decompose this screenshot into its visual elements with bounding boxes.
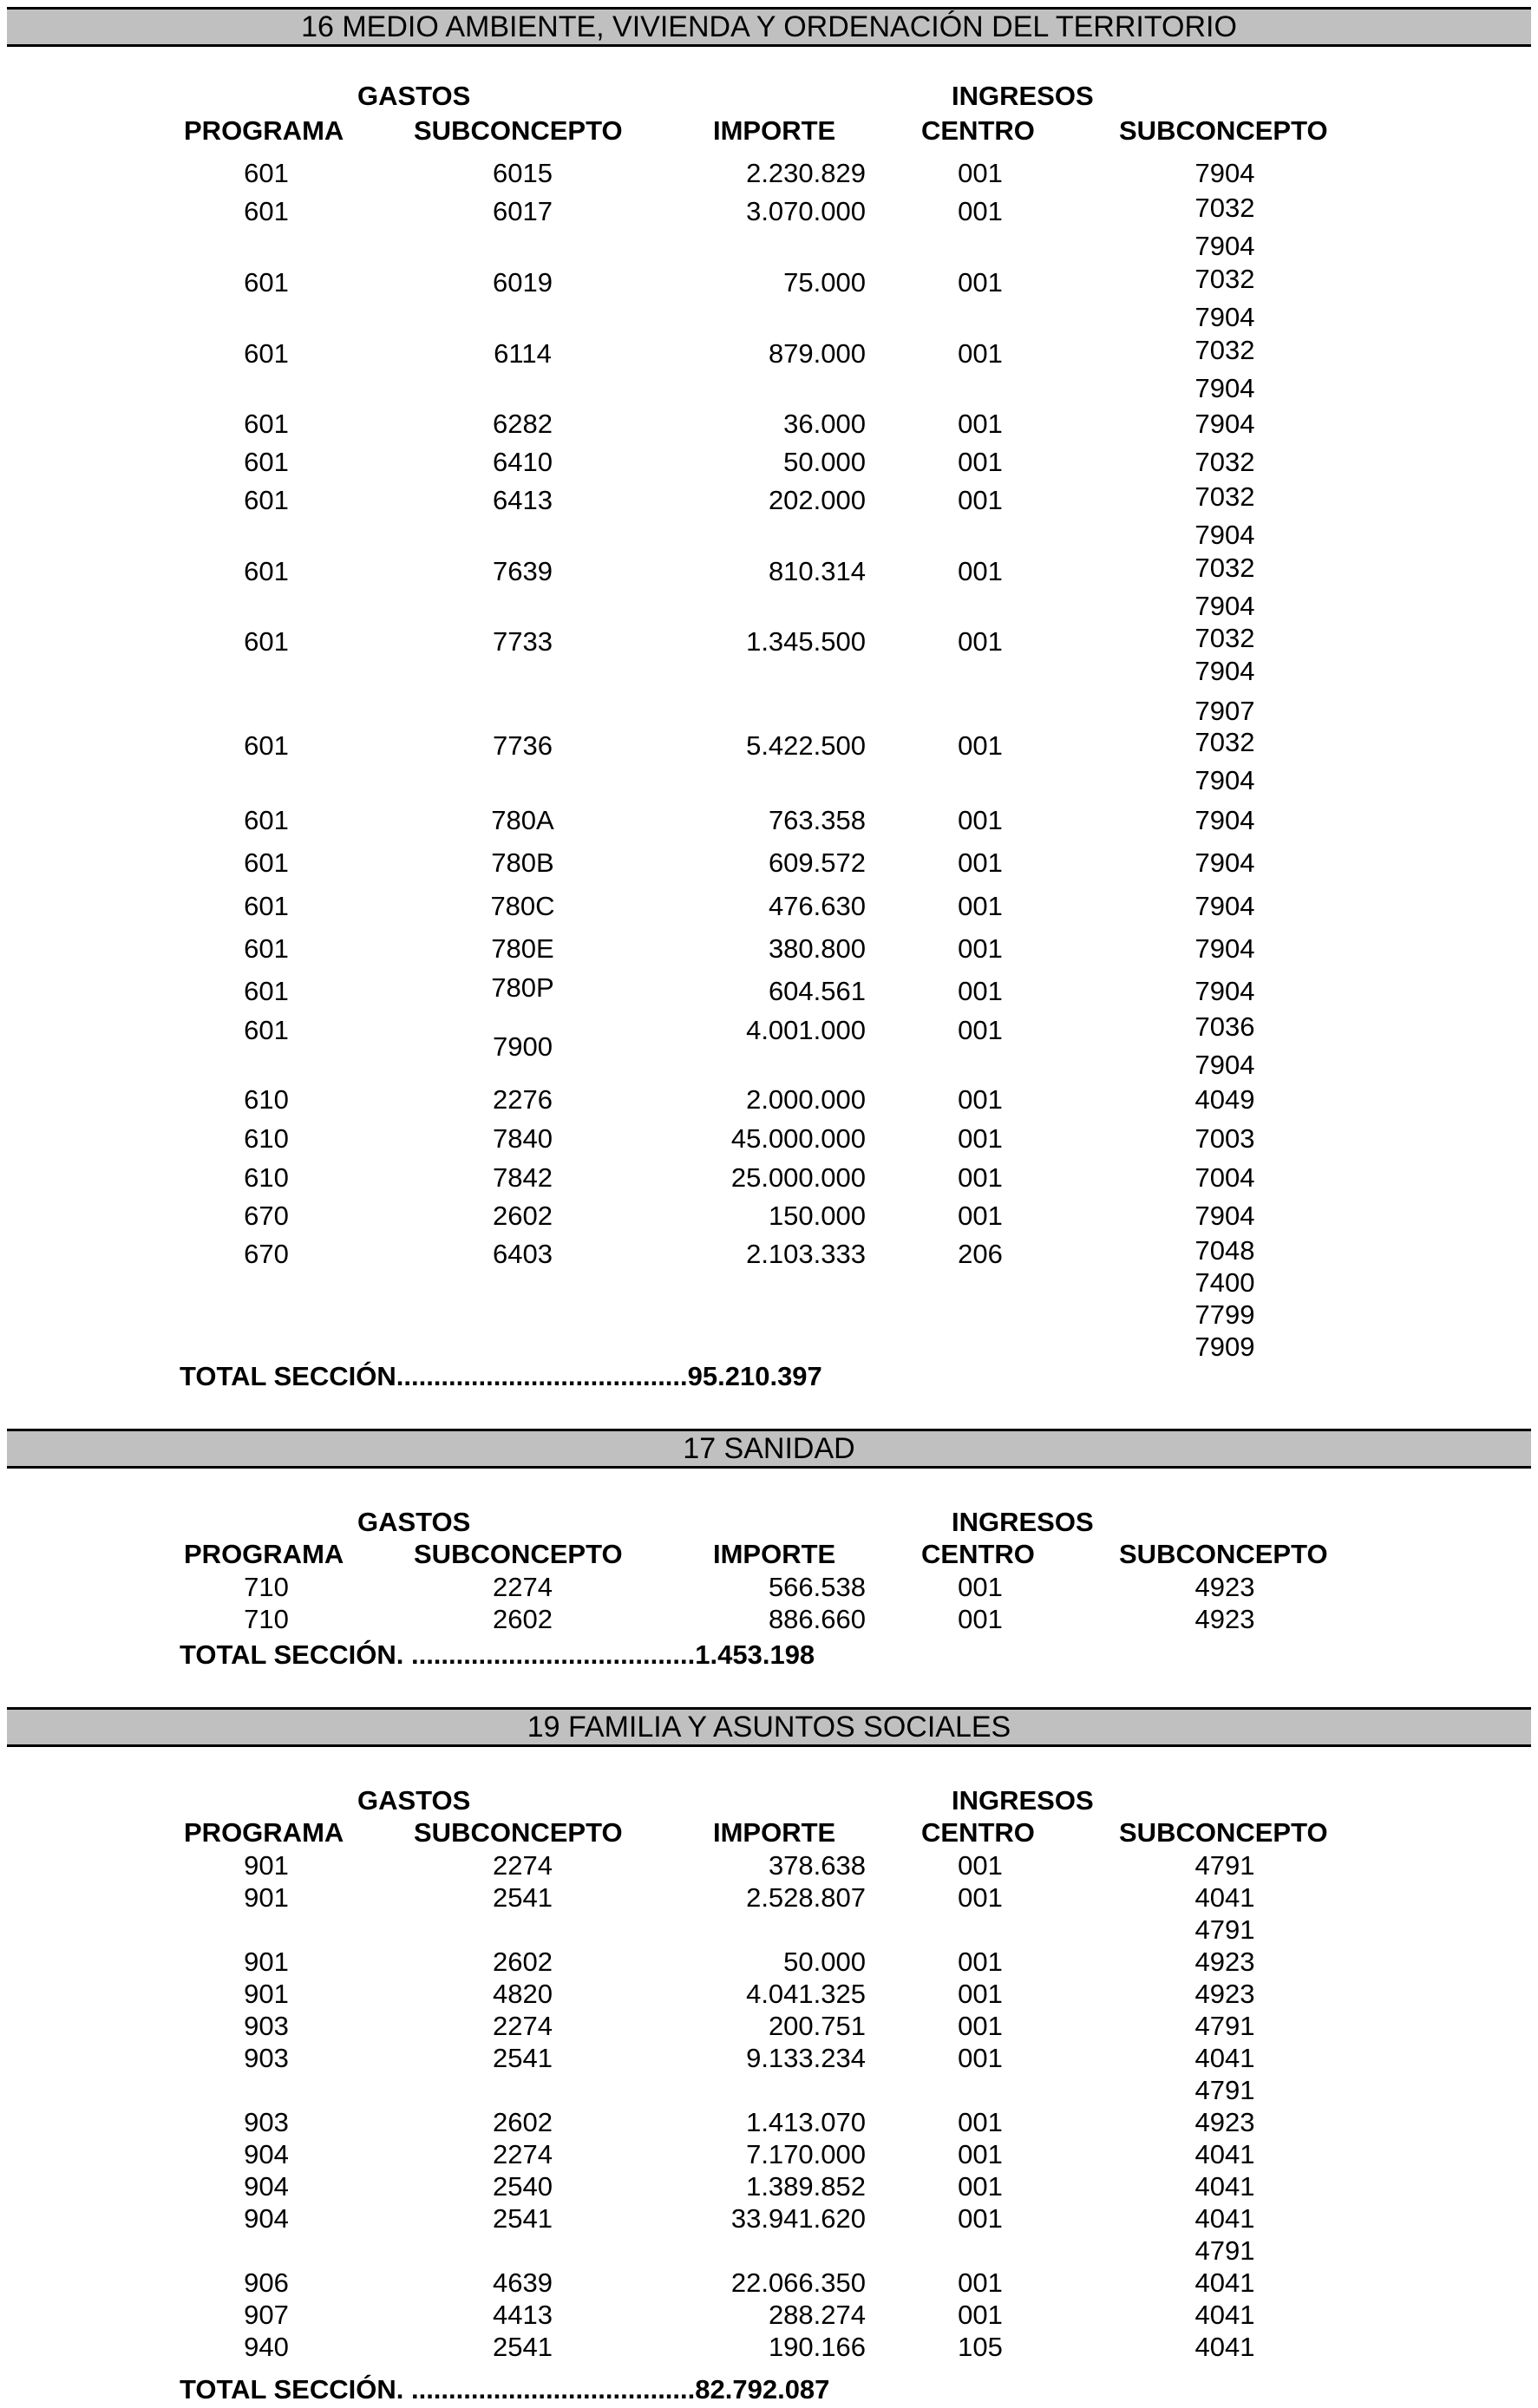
subconcepto-cell: 780C: [490, 891, 555, 921]
importe-cell: 22.066.350: [730, 2267, 866, 2298]
ingresos-subconcepto-cell: 4041: [1194, 2043, 1255, 2073]
centro-cell: 001: [958, 1162, 1003, 1193]
centro-cell: 001: [958, 1979, 1003, 2009]
importe-cell: 476.630: [768, 891, 866, 921]
importe-cell: 190.166: [768, 2332, 866, 2362]
ingresos-subconcepto-cell: 4041: [1194, 2267, 1255, 2298]
gastos-header: GASTOS: [357, 81, 471, 111]
programa-header: PROGRAMA: [184, 1817, 344, 1848]
ingresos-subconcepto-cell: 7904: [1194, 976, 1255, 1006]
subconcepto-cell: 780B: [491, 847, 554, 878]
ingresos-subconcepto-cell: 7032: [1194, 481, 1255, 512]
importe-cell: 202.000: [768, 485, 866, 515]
ingresos-header: INGRESOS: [952, 1507, 1094, 1537]
importe-cell: 1.413.070: [746, 2107, 866, 2137]
ingresos-header: INGRESOS: [952, 1785, 1094, 1816]
centro-cell: 001: [958, 1201, 1003, 1231]
total-value: 1.453.198: [695, 1639, 815, 1670]
total-label: TOTAL SECCIÓN. ......................................: [180, 2374, 696, 2405]
ingresos-subconcepto-cell: 7032: [1194, 623, 1255, 653]
subconcepto-cell: 2541: [493, 2203, 553, 2234]
ingresos-subconcepto-cell: 4041: [1194, 2139, 1255, 2169]
ingresos-subconcepto-cell: 4923: [1194, 1604, 1255, 1634]
importe-cell: 25.000.000: [730, 1162, 866, 1193]
programa-cell: 710: [244, 1604, 289, 1634]
programa-cell: 904: [244, 2203, 289, 2234]
programa-cell: 901: [244, 1882, 289, 1913]
subconcepto-header: SUBCONCEPTO: [414, 115, 623, 146]
centro-header: CENTRO: [921, 1539, 1035, 1569]
programa-cell: 601: [244, 485, 289, 515]
centro-cell: 001: [958, 267, 1003, 298]
ingresos-subconcepto-cell: 4791: [1194, 2075, 1255, 2105]
programa-cell: 601: [244, 409, 289, 439]
importe-header: IMPORTE: [713, 1539, 836, 1569]
subconcepto-cell: 4820: [493, 1979, 553, 2009]
gastos-header: GASTOS: [357, 1507, 471, 1537]
centro-cell: 001: [958, 730, 1003, 761]
importe-cell: 566.538: [768, 1572, 866, 1602]
programa-cell: 610: [244, 1084, 289, 1115]
ingresos-subconcepto-cell: 7032: [1194, 335, 1255, 365]
importe-cell: 288.274: [768, 2300, 866, 2330]
ingresos-subconcepto-cell: 4041: [1194, 1882, 1255, 1913]
ingresos-subconcepto-cell: 7032: [1194, 553, 1255, 583]
importe-cell: 75.000: [783, 267, 866, 298]
centro-cell: 001: [958, 2139, 1003, 2169]
importe-cell: 50.000: [783, 1947, 866, 1977]
programa-cell: 601: [244, 976, 289, 1006]
importe-cell: 2.230.829: [746, 158, 866, 188]
ingresos-subconcepto-cell: 7904: [1194, 891, 1255, 921]
subconcepto-cell: 2602: [493, 1201, 553, 1231]
programa-cell: 601: [244, 847, 289, 878]
subconcepto-cell: 6403: [493, 1239, 553, 1269]
ingresos-subconcepto-cell: 4049: [1194, 1084, 1255, 1115]
subconcepto-header: SUBCONCEPTO: [414, 1539, 623, 1569]
importe-cell: 378.638: [768, 1850, 866, 1881]
subconcepto-cell: 7733: [493, 626, 553, 657]
subconcepto-cell: 7639: [493, 556, 553, 586]
subconcepto-ingresos-header: SUBCONCEPTO: [1119, 1539, 1328, 1569]
ingresos-subconcepto-cell: 7799: [1194, 1299, 1255, 1330]
section-title: 19 FAMILIA Y ASUNTOS SOCIALES: [527, 1711, 1011, 1744]
importe-cell: 1.389.852: [746, 2171, 866, 2202]
centro-header: CENTRO: [921, 115, 1035, 146]
ingresos-subconcepto-cell: 4041: [1194, 2203, 1255, 2234]
ingresos-subconcepto-cell: 4791: [1194, 2235, 1255, 2266]
centro-cell: 001: [958, 338, 1003, 369]
total-value: 82.792.087: [695, 2374, 830, 2405]
centro-cell: 001: [958, 626, 1003, 657]
centro-cell: 001: [958, 805, 1003, 835]
ingresos-subconcepto-cell: 7904: [1194, 765, 1255, 795]
subconcepto-cell: 6017: [493, 196, 553, 226]
subconcepto-cell: 6019: [493, 267, 553, 298]
ingresos-subconcepto-cell: 7904: [1194, 805, 1255, 835]
importe-cell: 200.751: [768, 2011, 866, 2041]
ingresos-header: INGRESOS: [952, 81, 1094, 111]
ingresos-subconcepto-cell: 7032: [1194, 447, 1255, 477]
subconcepto-cell: 780P: [491, 972, 554, 1003]
importe-cell: 2.000.000: [746, 1084, 866, 1115]
ingresos-subconcepto-cell: 7907: [1194, 696, 1255, 726]
subconcepto-cell: 4413: [493, 2300, 553, 2330]
subconcepto-ingresos-header: SUBCONCEPTO: [1119, 1817, 1328, 1848]
programa-cell: 903: [244, 2107, 289, 2137]
importe-cell: 380.800: [768, 933, 866, 964]
importe-cell: 45.000.000: [730, 1123, 866, 1154]
programa-cell: 901: [244, 1979, 289, 2009]
subconcepto-header: SUBCONCEPTO: [414, 1817, 623, 1848]
centro-cell: 001: [958, 2107, 1003, 2137]
centro-cell: 001: [958, 1947, 1003, 1977]
centro-header: CENTRO: [921, 1817, 1035, 1848]
programa-cell: 906: [244, 2267, 289, 2298]
ingresos-subconcepto-cell: 7032: [1194, 264, 1255, 294]
ingresos-subconcepto-cell: 7904: [1194, 231, 1255, 261]
subconcepto-cell: 2602: [493, 1947, 553, 1977]
subconcepto-cell: 6413: [493, 485, 553, 515]
programa-cell: 601: [244, 626, 289, 657]
ingresos-subconcepto-cell: 7032: [1194, 727, 1255, 757]
ingresos-subconcepto-cell: 7904: [1194, 158, 1255, 188]
subconcepto-cell: 2274: [493, 2139, 553, 2169]
ingresos-subconcepto-cell: 7904: [1194, 656, 1255, 686]
importe-cell: 50.000: [783, 447, 866, 477]
programa-cell: 901: [244, 1850, 289, 1881]
programa-cell: 601: [244, 556, 289, 586]
subconcepto-cell: 2274: [493, 2011, 553, 2041]
centro-cell: 001: [958, 2171, 1003, 2202]
centro-cell: 001: [958, 2043, 1003, 2073]
ingresos-subconcepto-cell: 4791: [1194, 1914, 1255, 1945]
centro-cell: 001: [958, 2011, 1003, 2041]
programa-cell: 670: [244, 1239, 289, 1269]
subconcepto-cell: 2602: [493, 1604, 553, 1634]
importe-cell: 2.528.807: [746, 1882, 866, 1913]
subconcepto-cell: 2540: [493, 2171, 553, 2202]
programa-cell: 601: [244, 158, 289, 188]
centro-cell: 001: [958, 196, 1003, 226]
section-title: 17 SANIDAD: [683, 1432, 855, 1465]
section-total: [180, 1639, 815, 1671]
importe-cell: 9.133.234: [746, 2043, 866, 2073]
importe-cell: 36.000: [783, 409, 866, 439]
importe-header: IMPORTE: [713, 1817, 836, 1848]
section-total: [180, 1361, 822, 1392]
programa-cell: 903: [244, 2043, 289, 2073]
programa-cell: 601: [244, 1015, 289, 1045]
ingresos-subconcepto-cell: 4041: [1194, 2332, 1255, 2362]
centro-cell: 001: [958, 447, 1003, 477]
centro-cell: 206: [958, 1239, 1003, 1269]
importe-cell: 879.000: [768, 338, 866, 369]
ingresos-subconcepto-cell: 7904: [1194, 1050, 1255, 1080]
ingresos-subconcepto-cell: 7400: [1194, 1267, 1255, 1298]
ingresos-subconcepto-cell: 7904: [1194, 409, 1255, 439]
importe-cell: 4.041.325: [746, 1979, 866, 2009]
programa-cell: 901: [244, 1947, 289, 1977]
subconcepto-cell: 7842: [493, 1162, 553, 1193]
total-value: 95.210.397: [687, 1361, 822, 1391]
centro-cell: 001: [958, 556, 1003, 586]
subconcepto-cell: 6282: [493, 409, 553, 439]
programa-cell: 940: [244, 2332, 289, 2362]
ingresos-subconcepto-cell: 4791: [1194, 2011, 1255, 2041]
programa-cell: 601: [244, 933, 289, 964]
ingresos-subconcepto-cell: 7904: [1194, 591, 1255, 621]
programa-cell: 904: [244, 2171, 289, 2202]
subconcepto-cell: 780E: [491, 933, 554, 964]
centro-cell: 001: [958, 847, 1003, 878]
programa-cell: 601: [244, 805, 289, 835]
subconcepto-cell: 7840: [493, 1123, 553, 1154]
importe-cell: 33.941.620: [730, 2203, 866, 2234]
ingresos-subconcepto-cell: 4923: [1194, 1947, 1255, 1977]
ingresos-subconcepto-cell: 7904: [1194, 520, 1255, 550]
importe-cell: 1.345.500: [746, 626, 866, 657]
section-title-bar: [7, 1429, 1531, 1469]
total-label: TOTAL SECCIÓN. ......................................: [180, 1639, 696, 1670]
gastos-header: GASTOS: [357, 1785, 471, 1816]
programa-cell: 601: [244, 338, 289, 369]
ingresos-subconcepto-cell: 7904: [1194, 933, 1255, 964]
centro-cell: 001: [958, 1850, 1003, 1881]
programa-cell: 601: [244, 196, 289, 226]
importe-cell: 604.561: [768, 976, 866, 1006]
programa-cell: 610: [244, 1123, 289, 1154]
importe-cell: 4.001.000: [746, 1015, 866, 1045]
centro-cell: 001: [958, 933, 1003, 964]
centro-cell: 001: [958, 485, 1003, 515]
subconcepto-cell: 4639: [493, 2267, 553, 2298]
centro-cell: 001: [958, 1882, 1003, 1913]
centro-cell: 001: [958, 409, 1003, 439]
programa-cell: 601: [244, 447, 289, 477]
centro-cell: 001: [958, 2267, 1003, 2298]
centro-cell: 001: [958, 2300, 1003, 2330]
programa-cell: 601: [244, 891, 289, 921]
importe-cell: 609.572: [768, 847, 866, 878]
section-total: [180, 2374, 829, 2405]
ingresos-subconcepto-cell: 7904: [1194, 302, 1255, 332]
centro-cell: 001: [958, 891, 1003, 921]
ingresos-subconcepto-cell: 7909: [1194, 1332, 1255, 1362]
importe-cell: 810.314: [768, 556, 866, 586]
subconcepto-cell: 2541: [493, 2043, 553, 2073]
centro-cell: 001: [958, 976, 1003, 1006]
importe-cell: 150.000: [768, 1201, 866, 1231]
ingresos-subconcepto-cell: 7904: [1194, 847, 1255, 878]
programa-cell: 670: [244, 1201, 289, 1231]
ingresos-subconcepto-cell: 7036: [1194, 1011, 1255, 1042]
subconcepto-cell: 2541: [493, 2332, 553, 2362]
subconcepto-cell: 2541: [493, 1882, 553, 1913]
importe-cell: 7.170.000: [746, 2139, 866, 2169]
ingresos-subconcepto-cell: 7004: [1194, 1162, 1255, 1193]
programa-cell: 710: [244, 1572, 289, 1602]
centro-cell: 001: [958, 158, 1003, 188]
ingresos-subconcepto-cell: 7048: [1194, 1235, 1255, 1266]
subconcepto-cell: 2274: [493, 1850, 553, 1881]
centro-cell: 001: [958, 1123, 1003, 1154]
subconcepto-cell: 2274: [493, 1572, 553, 1602]
section-title-bar: [7, 7, 1531, 47]
importe-cell: 886.660: [768, 1604, 866, 1634]
subconcepto-cell: 6410: [493, 447, 553, 477]
importe-cell: 5.422.500: [746, 730, 866, 761]
programa-cell: 907: [244, 2300, 289, 2330]
section-title-bar: [7, 1707, 1531, 1747]
section-title: 16 MEDIO AMBIENTE, VIVIENDA Y ORDENACIÓN DEL TERRITORIO: [301, 10, 1237, 43]
centro-cell: 001: [958, 1604, 1003, 1634]
subconcepto-cell: 7900: [493, 1031, 553, 1062]
subconcepto-cell: 6015: [493, 158, 553, 188]
programa-cell: 601: [244, 730, 289, 761]
importe-cell: 3.070.000: [746, 196, 866, 226]
centro-cell: 001: [958, 1015, 1003, 1045]
ingresos-subconcepto-cell: 7032: [1194, 193, 1255, 223]
programa-header: PROGRAMA: [184, 1539, 344, 1569]
subconcepto-ingresos-header: SUBCONCEPTO: [1119, 115, 1328, 146]
ingresos-subconcepto-cell: 4041: [1194, 2171, 1255, 2202]
subconcepto-cell: 2276: [493, 1084, 553, 1115]
importe-cell: 2.103.333: [746, 1239, 866, 1269]
subconcepto-cell: 6114: [494, 338, 552, 369]
ingresos-subconcepto-cell: 4923: [1194, 1572, 1255, 1602]
programa-cell: 904: [244, 2139, 289, 2169]
programa-header: PROGRAMA: [184, 115, 344, 146]
subconcepto-cell: 7736: [493, 730, 553, 761]
centro-cell: 001: [958, 1084, 1003, 1115]
centro-cell: 001: [958, 2203, 1003, 2234]
ingresos-subconcepto-cell: 4791: [1194, 1850, 1255, 1881]
ingresos-subconcepto-cell: 7003: [1194, 1123, 1255, 1154]
programa-cell: 601: [244, 267, 289, 298]
ingresos-subconcepto-cell: 4923: [1194, 1979, 1255, 2009]
programa-cell: 610: [244, 1162, 289, 1193]
importe-cell: 763.358: [768, 805, 866, 835]
ingresos-subconcepto-cell: 4923: [1194, 2107, 1255, 2137]
ingresos-subconcepto-cell: 7904: [1194, 1201, 1255, 1231]
importe-header: IMPORTE: [713, 115, 836, 146]
ingresos-subconcepto-cell: 7904: [1194, 373, 1255, 403]
total-label: TOTAL SECCIÓN.......................................: [180, 1361, 688, 1391]
subconcepto-cell: 2602: [493, 2107, 553, 2137]
centro-cell: 001: [958, 1572, 1003, 1602]
centro-cell: 105: [958, 2332, 1003, 2362]
ingresos-subconcepto-cell: 4041: [1194, 2300, 1255, 2330]
programa-cell: 903: [244, 2011, 289, 2041]
subconcepto-cell: 780A: [491, 805, 554, 835]
